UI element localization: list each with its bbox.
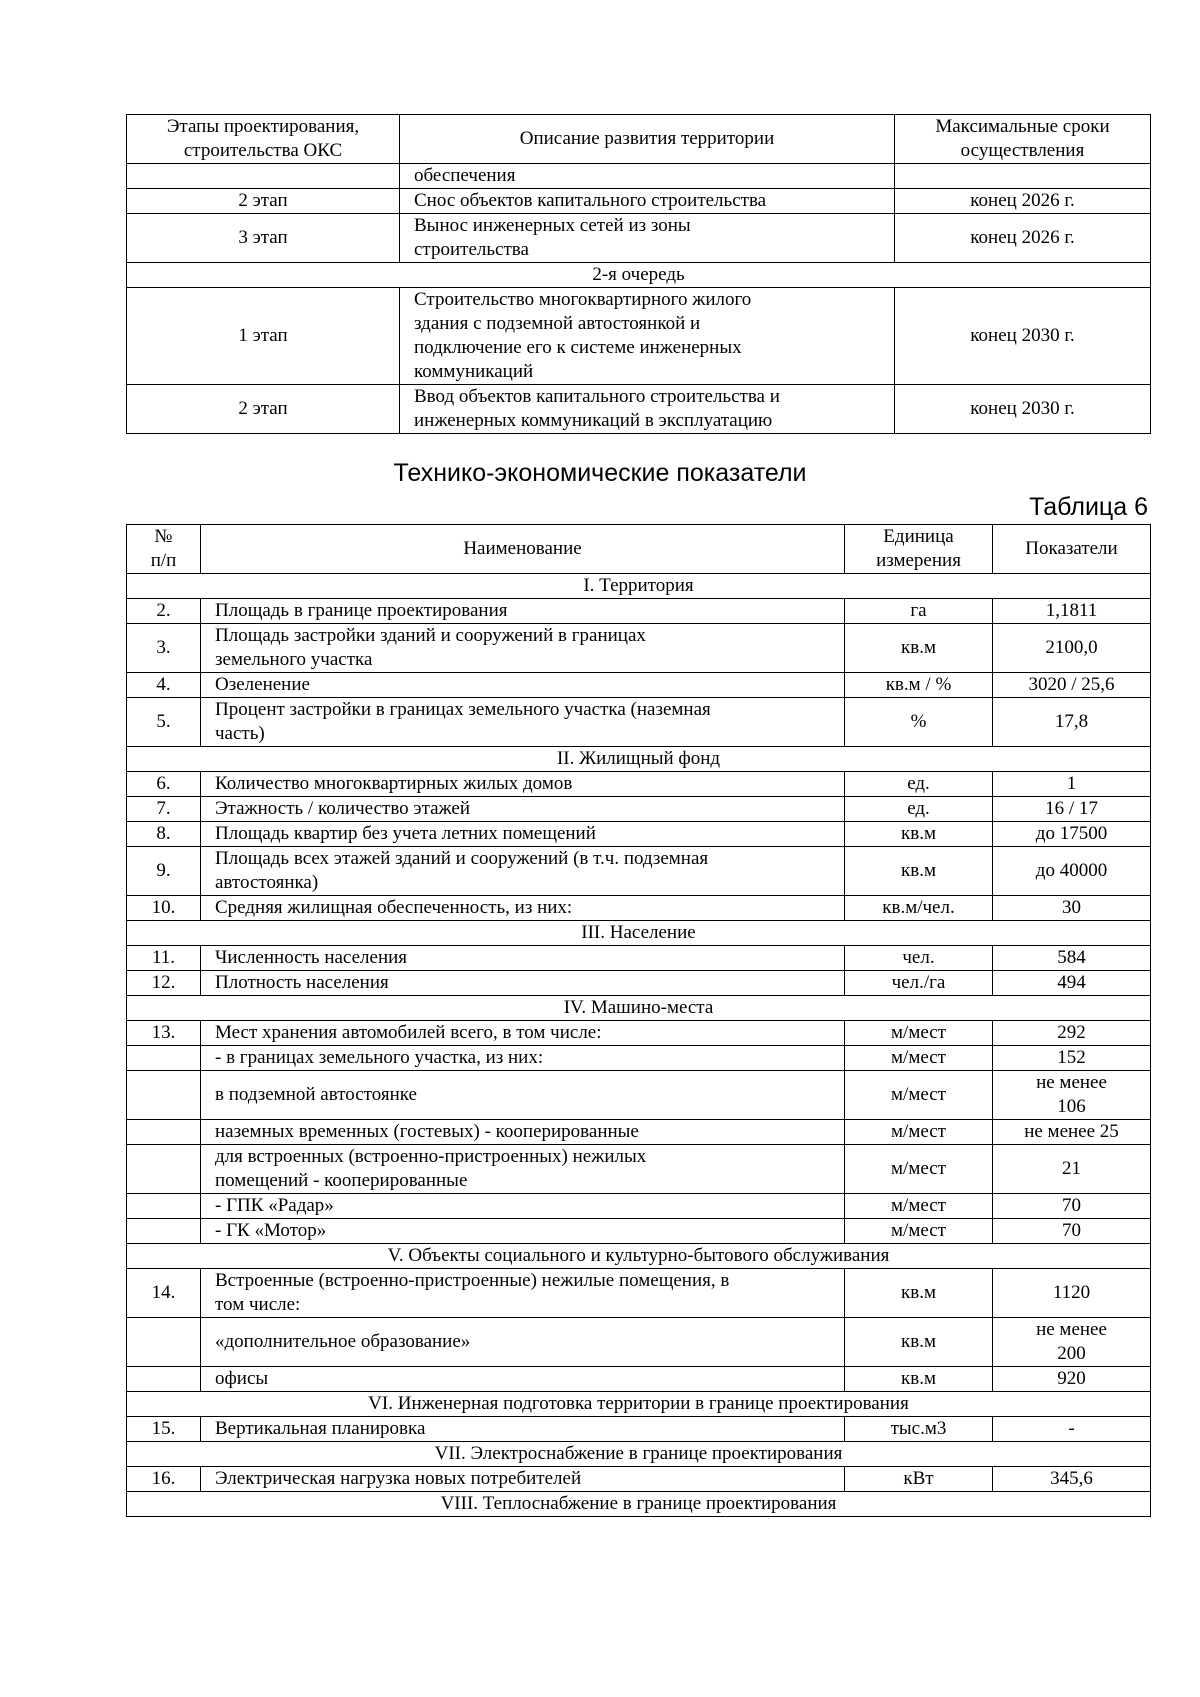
number-cell xyxy=(127,1120,201,1145)
name-cell: Средняя жилищная обеспеченность, из них: xyxy=(201,896,845,921)
number-cell: 14. xyxy=(127,1269,201,1318)
value-cell: 2100,0 xyxy=(993,624,1151,673)
section-row xyxy=(127,263,1151,288)
table-row xyxy=(127,1367,1151,1392)
table-row xyxy=(127,1219,1151,1244)
column-header: Показатели xyxy=(993,525,1151,574)
table-row xyxy=(127,822,1151,847)
table-row xyxy=(127,214,1151,263)
value-cell: 292 xyxy=(993,1021,1151,1046)
unit-cell: кв.м xyxy=(845,624,993,673)
unit-cell: чел./га xyxy=(845,971,993,996)
section-row xyxy=(127,1492,1151,1517)
unit-cell: м/мест xyxy=(845,1071,993,1120)
unit-cell: кв.м xyxy=(845,1269,993,1318)
value-cell: 3020 / 25,6 xyxy=(993,673,1151,698)
section-title: I. Территория xyxy=(127,574,1151,599)
value-cell: не менее 106 xyxy=(993,1071,1151,1120)
value-cell: 30 xyxy=(993,896,1151,921)
unit-cell: кв.м xyxy=(845,847,993,896)
table-row xyxy=(127,1467,1151,1492)
name-cell: Плотность населения xyxy=(201,971,845,996)
number-cell: 11. xyxy=(127,946,201,971)
unit-cell: м/мест xyxy=(845,1219,993,1244)
name-cell: - ГК «Мотор» xyxy=(201,1219,845,1244)
indicators-table xyxy=(126,524,1151,1517)
value-cell: 21 xyxy=(993,1145,1151,1194)
table-row xyxy=(127,847,1151,896)
number-cell xyxy=(127,1367,201,1392)
name-cell: Вертикальная планировка xyxy=(201,1417,845,1442)
name-cell: Площадь квартир без учета летних помещений xyxy=(201,822,845,847)
number-cell: 4. xyxy=(127,673,201,698)
number-cell xyxy=(127,1219,201,1244)
name-cell: - в границах земельного участка, из них: xyxy=(201,1046,845,1071)
name-cell: «дополнительное образование» xyxy=(201,1318,845,1367)
column-header: Наименование xyxy=(201,525,845,574)
value-cell: 1 xyxy=(993,772,1151,797)
name-cell: - ГПК «Радар» xyxy=(201,1194,845,1219)
value-cell: 920 xyxy=(993,1367,1151,1392)
number-cell xyxy=(127,1071,201,1120)
unit-cell: чел. xyxy=(845,946,993,971)
section-title: III. Население xyxy=(127,921,1151,946)
stages-table xyxy=(126,114,1151,434)
value-cell: 1120 xyxy=(993,1269,1151,1318)
name-cell: наземных временных (гостевых) - кооперированные xyxy=(201,1120,845,1145)
description-cell: обеспечения xyxy=(400,164,895,189)
column-header: Описание развития территории xyxy=(400,115,895,164)
column-header: № п/п xyxy=(127,525,201,574)
value-cell: 494 xyxy=(993,971,1151,996)
number-cell xyxy=(127,1318,201,1367)
number-cell xyxy=(127,1194,201,1219)
unit-cell: кв.м/чел. xyxy=(845,896,993,921)
section-row xyxy=(127,921,1151,946)
name-cell: Этажность / количество этажей xyxy=(201,797,845,822)
deadline-cell: конец 2026 г. xyxy=(895,214,1151,263)
number-cell: 16. xyxy=(127,1467,201,1492)
unit-cell: кв.м xyxy=(845,1367,993,1392)
deadline-cell: конец 2030 г. xyxy=(895,385,1151,434)
name-cell: Количество многоквартирных жилых домов xyxy=(201,772,845,797)
description-cell: Снос объектов капитального строительства xyxy=(400,189,895,214)
unit-cell: кв.м / % xyxy=(845,673,993,698)
section-title: VII. Электроснабжение в границе проектирования xyxy=(127,1442,1151,1467)
value-cell: не менее 25 xyxy=(993,1120,1151,1145)
number-cell: 5. xyxy=(127,698,201,747)
name-cell: офисы xyxy=(201,1367,845,1392)
unit-cell: % xyxy=(845,698,993,747)
column-header: Этапы проектирования, строительства ОКС xyxy=(127,115,400,164)
value-cell: до 40000 xyxy=(993,847,1151,896)
section-title: VI. Инженерная подготовка территории в границе проектирования xyxy=(127,1392,1151,1417)
table-row xyxy=(127,896,1151,921)
table-row xyxy=(127,1046,1151,1071)
number-cell: 3. xyxy=(127,624,201,673)
table-row xyxy=(127,189,1151,214)
section-row xyxy=(127,1392,1151,1417)
name-cell: для встроенных (встроенно-пристроенных) нежилых помещений - кооперированные xyxy=(201,1145,845,1194)
stage-cell: 3 этап xyxy=(127,214,400,263)
section-title: V. Объекты социального и культурно-бытового обслуживания xyxy=(127,1244,1151,1269)
value-cell: 70 xyxy=(993,1219,1151,1244)
section-title: IV. Машино-места xyxy=(127,996,1151,1021)
value-cell: 584 xyxy=(993,946,1151,971)
table-row xyxy=(127,1417,1151,1442)
table-row xyxy=(127,772,1151,797)
unit-cell: м/мест xyxy=(845,1120,993,1145)
unit-cell: м/мест xyxy=(845,1021,993,1046)
table-row xyxy=(127,1021,1151,1046)
value-cell: 152 xyxy=(993,1046,1151,1071)
unit-cell: кв.м xyxy=(845,1318,993,1367)
value-cell: 17,8 xyxy=(993,698,1151,747)
deadline-cell: конец 2030 г. xyxy=(895,288,1151,385)
number-cell: 9. xyxy=(127,847,201,896)
section-heading: Технико-экономические показатели xyxy=(393,459,807,487)
unit-cell: ед. xyxy=(845,772,993,797)
column-header: Максимальные сроки осуществления xyxy=(895,115,1151,164)
unit-cell: ед. xyxy=(845,797,993,822)
table-row xyxy=(127,385,1151,434)
value-cell: - xyxy=(993,1417,1151,1442)
section-row xyxy=(127,747,1151,772)
unit-cell: кв.м xyxy=(845,822,993,847)
section-row xyxy=(127,574,1151,599)
table-header-row xyxy=(127,525,1151,574)
value-cell: 16 / 17 xyxy=(993,797,1151,822)
name-cell: Встроенные (встроенно-пристроенные) нежилые помещения, в том числе: xyxy=(201,1269,845,1318)
name-cell: Площадь в границе проектирования xyxy=(201,599,845,624)
unit-cell: м/мест xyxy=(845,1046,993,1071)
number-cell: 8. xyxy=(127,822,201,847)
name-cell: Площадь всех этажей зданий и сооружений (в т.ч. подземная автостоянка) xyxy=(201,847,845,896)
section-title: II. Жилищный фонд xyxy=(127,747,1151,772)
number-cell: 7. xyxy=(127,797,201,822)
name-cell: Мест хранения автомобилей всего, в том числе: xyxy=(201,1021,845,1046)
value-cell: 1,1811 xyxy=(993,599,1151,624)
stage-cell xyxy=(127,164,400,189)
value-cell: не менее 200 xyxy=(993,1318,1151,1367)
description-cell: Строительство многоквартирного жилого здания с подземной автостоянкой и подключение его к системе инженерных коммуникаций xyxy=(400,288,895,385)
number-cell: 12. xyxy=(127,971,201,996)
unit-cell: тыс.м3 xyxy=(845,1417,993,1442)
column-header: Единица измерения xyxy=(845,525,993,574)
name-cell: Процент застройки в границах земельного участка (наземная часть) xyxy=(201,698,845,747)
section-row xyxy=(127,1244,1151,1269)
section-row xyxy=(127,1442,1151,1467)
value-cell: 70 xyxy=(993,1194,1151,1219)
number-cell: 13. xyxy=(127,1021,201,1046)
description-cell: Вынос инженерных сетей из зоны строительства xyxy=(400,214,895,263)
stage-cell: 2 этап xyxy=(127,189,400,214)
number-cell: 2. xyxy=(127,599,201,624)
table-header-row xyxy=(127,115,1151,164)
number-cell: 15. xyxy=(127,1417,201,1442)
unit-cell: га xyxy=(845,599,993,624)
section-title: 2-я очередь xyxy=(127,263,1151,288)
table-row xyxy=(127,1120,1151,1145)
table-row xyxy=(127,599,1151,624)
name-cell: Численность населения xyxy=(201,946,845,971)
number-cell xyxy=(127,1046,201,1071)
table-row xyxy=(127,1145,1151,1194)
name-cell: в подземной автостоянке xyxy=(201,1071,845,1120)
table-row xyxy=(127,673,1151,698)
deadline-cell: конец 2026 г. xyxy=(895,189,1151,214)
table-row xyxy=(127,1318,1151,1367)
number-cell: 6. xyxy=(127,772,201,797)
unit-cell: м/мест xyxy=(845,1145,993,1194)
table-row xyxy=(127,164,1151,189)
table-row xyxy=(127,1194,1151,1219)
table-row xyxy=(127,1269,1151,1318)
table-row xyxy=(127,624,1151,673)
value-cell: до 17500 xyxy=(993,822,1151,847)
stage-cell: 1 этап xyxy=(127,288,400,385)
table-row xyxy=(127,288,1151,385)
unit-cell: м/мест xyxy=(845,1194,993,1219)
table-row xyxy=(127,698,1151,747)
number-cell: 10. xyxy=(127,896,201,921)
name-cell: Площадь застройки зданий и сооружений в границах земельного участка xyxy=(201,624,845,673)
stage-cell: 2 этап xyxy=(127,385,400,434)
table-row xyxy=(127,797,1151,822)
unit-cell: кВт xyxy=(845,1467,993,1492)
table-number: Таблица 6 xyxy=(1029,493,1148,521)
number-cell xyxy=(127,1145,201,1194)
section-title: VIII. Теплоснабжение в границе проектирования xyxy=(127,1492,1151,1517)
description-cell: Ввод объектов капитального строительства и инженерных коммуникаций в эксплуатацию xyxy=(400,385,895,434)
table-row xyxy=(127,1071,1151,1120)
table-row xyxy=(127,971,1151,996)
deadline-cell xyxy=(895,164,1151,189)
section-row xyxy=(127,996,1151,1021)
table-row xyxy=(127,946,1151,971)
name-cell: Озеленение xyxy=(201,673,845,698)
name-cell: Электрическая нагрузка новых потребителей xyxy=(201,1467,845,1492)
value-cell: 345,6 xyxy=(993,1467,1151,1492)
